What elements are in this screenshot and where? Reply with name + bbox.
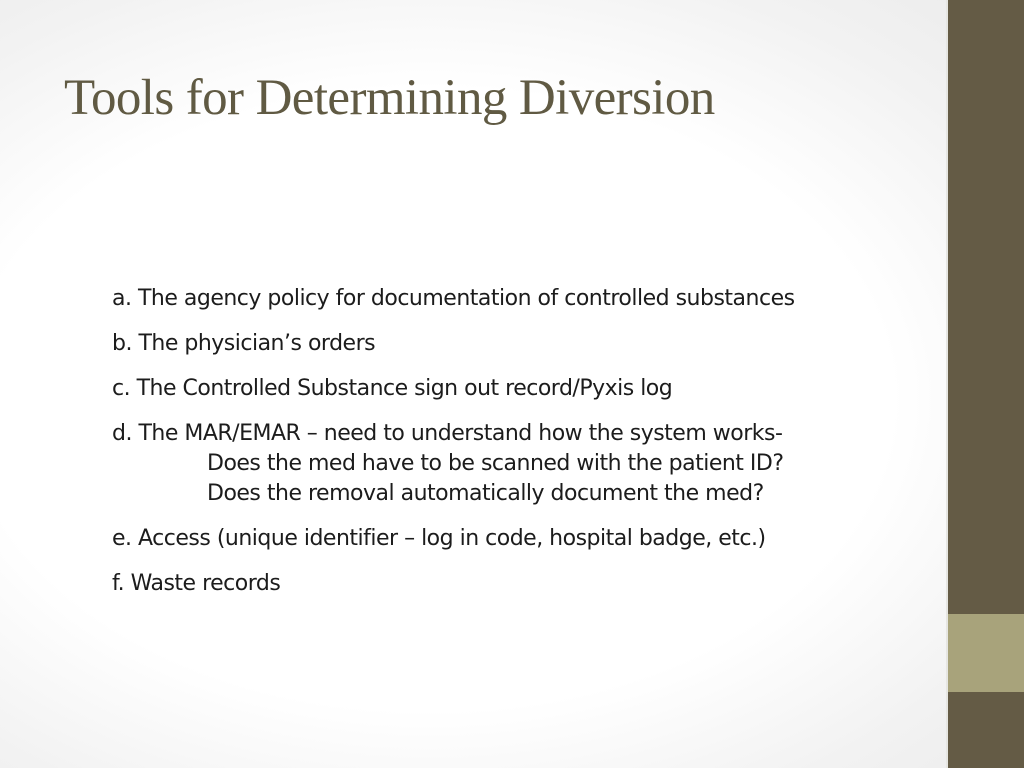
list-item bbox=[112, 569, 942, 599]
list-item bbox=[112, 374, 942, 404]
list-item-text: c. The Controlled Substance sign out record/Pyxis log bbox=[112, 376, 673, 401]
list-item-text: a. The agency policy for documentation of controlled substances bbox=[112, 286, 795, 311]
list-item-text: f. Waste records bbox=[112, 571, 281, 596]
list-item-text: b. The physician’s orders bbox=[112, 331, 376, 356]
list-item bbox=[112, 284, 942, 314]
sub-item-text: Does the med have to be scanned with the patient ID? bbox=[207, 451, 784, 476]
list-item bbox=[112, 329, 942, 359]
side-decor-accent-block bbox=[948, 614, 1024, 692]
list-item-text: e. Access (unique identifier – log in code, hospital badge, etc.) bbox=[112, 526, 766, 551]
list-item bbox=[112, 419, 942, 509]
sub-item-text: Does the removal automatically document the med? bbox=[207, 481, 764, 506]
list-item-text: d. The MAR/EMAR – need to understand how the system works- bbox=[112, 421, 783, 446]
list-item bbox=[112, 524, 942, 554]
bullet-list bbox=[112, 284, 942, 614]
slide-title: Tools for Determining Diversion bbox=[64, 70, 715, 126]
